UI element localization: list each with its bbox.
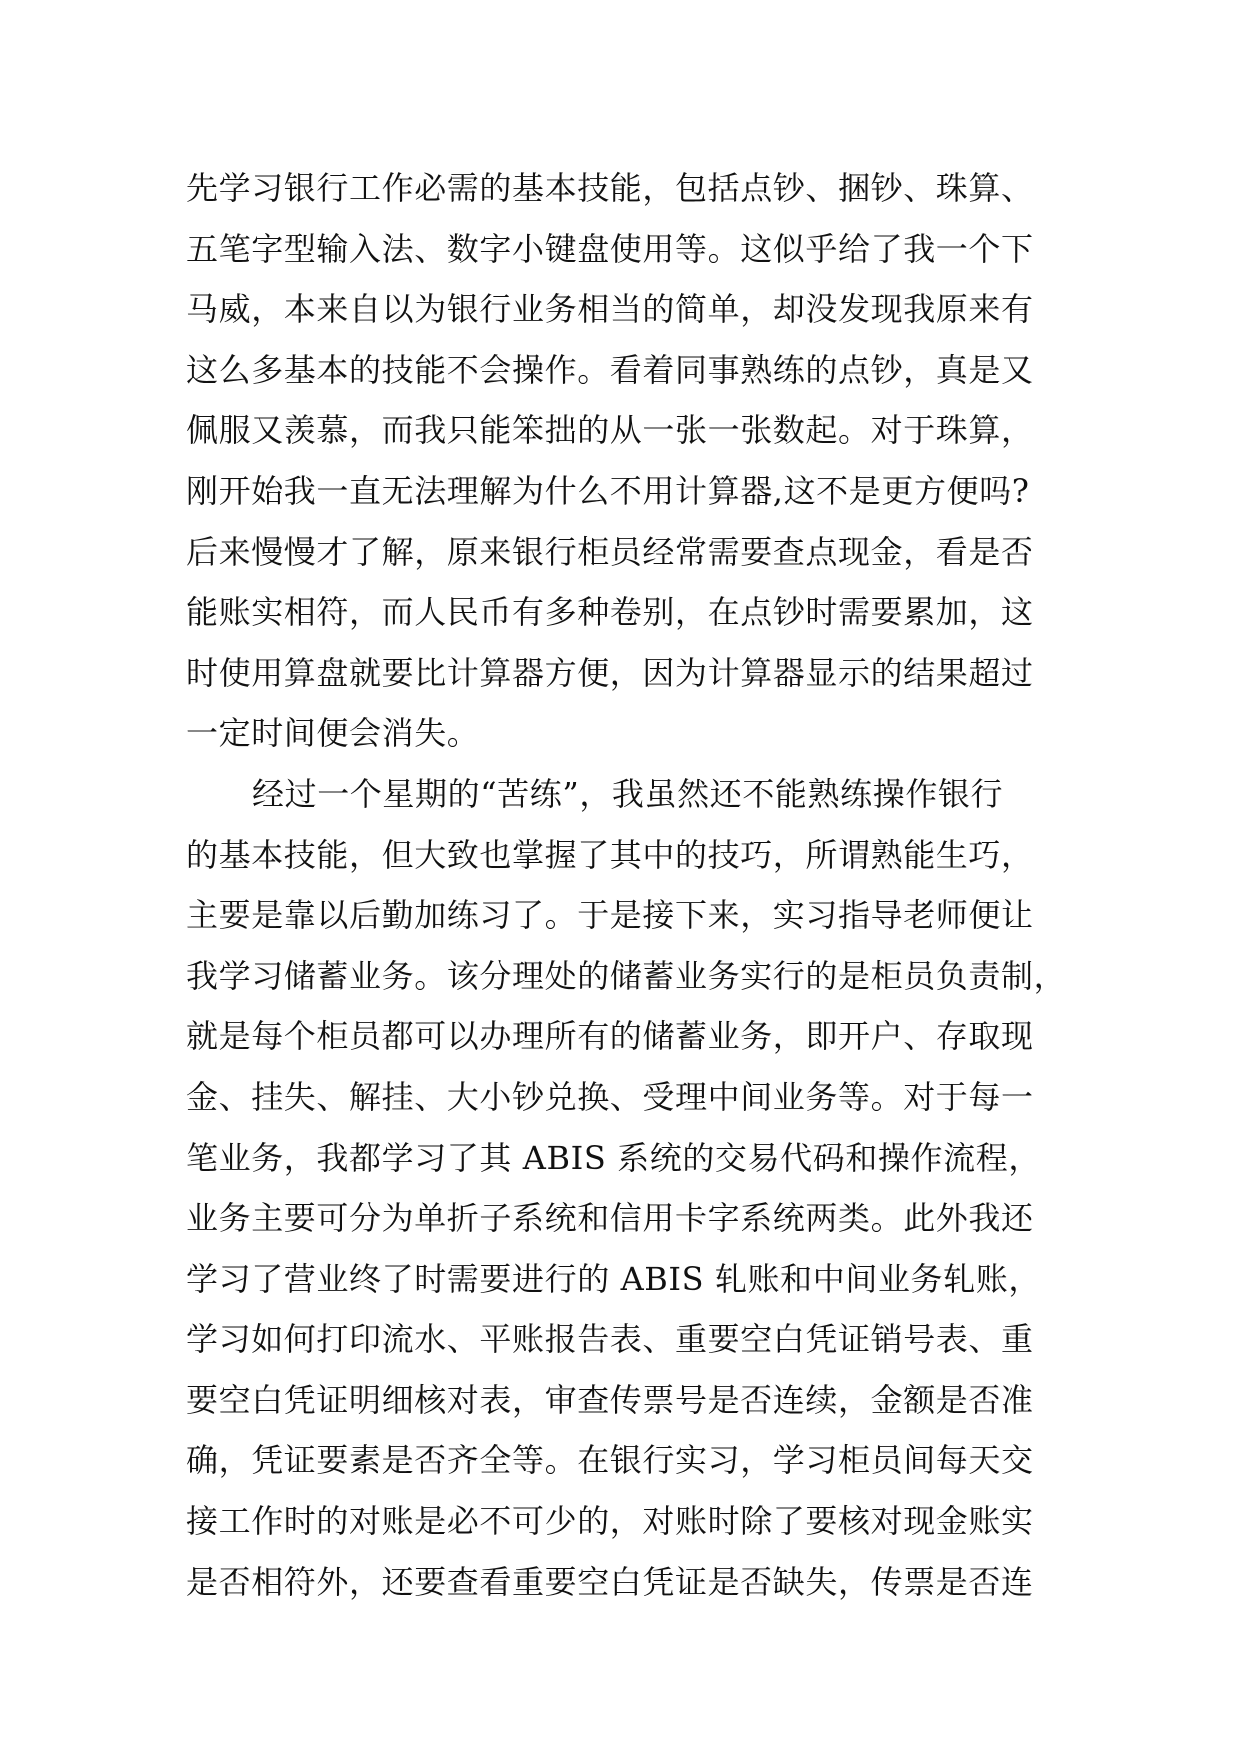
text-line: 学习如何打印流水、平账报告表、重要空白凭证销号表、重 [186,1320,1034,1359]
text-line: 时使用算盘就要比计算器方便，因为计算器显示的结果超过 [186,653,1034,692]
text-line: 要空白凭证明细核对表，审查传票号是否连续，金额是否准 [186,1380,1034,1419]
text-line: 我学习储蓄业务。该分理处的储蓄业务实行的是柜员负责制， [186,956,1067,995]
text-line: 一定时间便会消失。 [186,714,480,753]
text-line: 是否相符外，还要查看重要空白凭证是否缺失，传票是否连 [186,1562,1034,1601]
document-body-text [186,158,1067,1612]
text-line: 接工作时的对账是必不可少的，对账时除了要核对现金账实 [186,1502,1034,1541]
text-line: 的基本技能，但大致也掌握了其中的技巧，所谓熟能生巧， [186,835,1034,874]
text-line: 笔业务，我都学习了其 ABIS 系统的交易代码和操作流程， [186,1138,1041,1177]
text-line: 这么多基本的技能不会操作。看着同事熟练的点钞，真是又 [186,350,1034,389]
text-line: 主要是靠以后勤加练习了。于是接下来，实习指导老师便让 [186,896,1034,935]
text-line: 刚开始我一直无法理解为什么不用计算器,这不是更方便吗? [186,471,1030,510]
text-line: 先学习银行工作必需的基本技能，包括点钞、捆钞、珠算、 [186,169,1034,207]
text-line: 确，凭证要素是否齐全等。在银行实习，学习柜员间每天交 [186,1441,1034,1480]
text-line: 马威，本来自以为银行业务相当的简单，却没发现我原来有 [186,290,1034,329]
text-line: 能账实相符，而人民币有多种卷别，在点钞时需要累加，这 [186,593,1034,632]
text-line: 金、挂失、解挂、大小钞兑换、受理中间业务等。对于每一 [186,1077,1034,1116]
text-line: 业务主要可分为单折子系统和信用卡字系统两类。此外我还 [186,1199,1034,1238]
text-line: 五笔字型输入法、数字小键盘使用等。这似乎给了我一个下 [186,229,1034,268]
text-line: 佩服又羡慕，而我只能笨拙的从一张一张数起。对于珠算， [186,411,1034,450]
text-line: 经过一个星期的“苦练”，我虽然还不能熟练操作银行 [252,774,1004,813]
text-line: 后来慢慢才了解，原来银行柜员经常需要查点现金，看是否 [186,532,1034,571]
text-line: 学习了营业终了时需要进行的 ABIS 轧账和中间业务轧账， [186,1259,1041,1298]
text-line: 就是每个柜员都可以办理所有的储蓄业务，即开户、存取现 [186,1017,1034,1056]
